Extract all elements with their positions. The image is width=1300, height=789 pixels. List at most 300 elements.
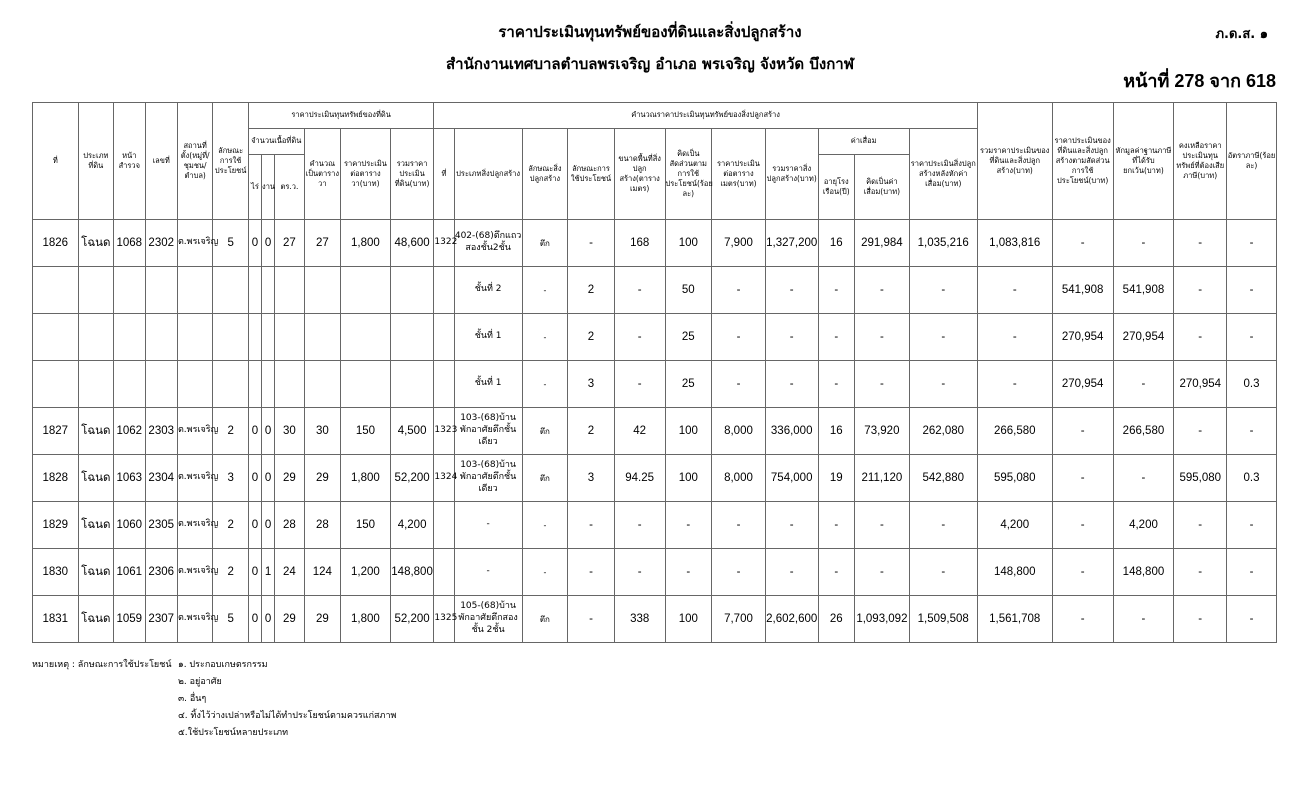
cell-no: 1830 [33,549,79,596]
cell-bldg-usage: - [568,596,615,643]
cell-bldg-after-depr: - [909,502,977,549]
header-land-group: ราคาประเมินทุนทรัพย์ของที่ดิน [248,103,434,129]
cell-bldg-no: 1323 [434,408,454,455]
cell-total-all: 1,083,816 [977,220,1052,267]
cell-total-all: 1,561,708 [977,596,1052,643]
cell-bldg-usage: - [568,549,615,596]
table-row [33,502,1277,549]
cell-deduction: - [1113,361,1174,408]
cell-no: 1826 [33,220,79,267]
cell-land-type: โฉนด [78,408,113,455]
cell-calc-sqwa: 29 [304,455,340,502]
cell-ngan: 0 [262,408,275,455]
cell-age: 19 [818,455,854,502]
cell-by-ratio: 541,908 [1052,267,1113,314]
cell-depr-amount: 1,093,092 [855,596,910,643]
cell-total-bldg: 2,602,600 [765,596,818,643]
cell-calc-sqwa [304,267,340,314]
cell-price-per-sqwa: 1,800 [341,596,391,643]
cell-bldg-usage: 2 [568,314,615,361]
cell-land-type [78,267,113,314]
cell-rai: 0 [248,455,261,502]
table-row [33,361,1277,408]
cell-rai: 0 [248,408,261,455]
cell-price-per-sqm: - [712,314,766,361]
cell-depr-amount: 211,120 [855,455,910,502]
cell-age: 26 [818,596,854,643]
cell-age: - [818,314,854,361]
cell-bldg-no [434,549,454,596]
cell-bldg-char: - [522,267,568,314]
cell-number [145,314,177,361]
cell-total-all: 595,080 [977,455,1052,502]
cell-by-ratio: - [1052,408,1113,455]
cell-bldg-type: 103-(68)บ้านพักอาศัยตึกชั้นเดียว [454,455,522,502]
table-row [33,267,1277,314]
cell-usage: 5 [213,220,248,267]
header-survey-page: หน้าสำรวจ [114,103,145,220]
cell-remaining: - [1174,549,1227,596]
cell-tax-rate: 0.3 [1227,455,1277,502]
cell-number: 2306 [145,549,177,596]
cell-no [33,267,79,314]
cell-bldg-no [434,502,454,549]
header-remaining: คงเหลือราคาประเมินทุนทรัพย์ที่ต้องเสียภาษี(บาท) [1174,103,1227,220]
table-row [33,408,1277,455]
cell-bldg-usage: 2 [568,267,615,314]
cell-sqwa: 29 [275,596,304,643]
cell-location: ต.พรเจริญ [177,455,212,502]
cell-deduction: - [1113,220,1174,267]
cell-location: ต.พรเจริญ [177,220,212,267]
cell-sqwa: 29 [275,455,304,502]
cell-bldg-no: 1322 [434,220,454,267]
cell-survey-page [114,314,145,361]
cell-price-per-sqwa: 1,200 [341,549,391,596]
cell-location: ต.พรเจริญ [177,596,212,643]
cell-total-all: 266,580 [977,408,1052,455]
cell-bldg-char: - [522,314,568,361]
cell-rai [248,361,261,408]
header-total-land: รวมราคาประเมินที่ดิน(บาท) [390,129,434,220]
cell-tax-rate: - [1227,267,1277,314]
cell-bldg-type: - [454,502,522,549]
cell-location [177,267,212,314]
cell-bldg-usage: 3 [568,455,615,502]
cell-tax-rate: - [1227,314,1277,361]
cell-no: 1831 [33,596,79,643]
report-title: ราคาประเมินทุนทรัพย์ของที่ดินและสิ่งปลูกสร้าง [498,23,802,41]
header-depreciation-amount: คิดเป็นค่าเสื่อม(บาท) [855,155,910,220]
cell-survey-page: 1059 [114,596,145,643]
cell-total-land [390,267,434,314]
cell-total-land [390,314,434,361]
cell-number: 2303 [145,408,177,455]
cell-tax-rate: - [1227,596,1277,643]
cell-location [177,314,212,361]
cell-survey-page: 1060 [114,502,145,549]
cell-depr-amount: 73,920 [855,408,910,455]
cell-ngan: 0 [262,596,275,643]
cell-calc-sqwa: 124 [304,549,340,596]
cell-price-per-sqm: - [712,549,766,596]
table-row [33,549,1277,596]
cell-ngan [262,314,275,361]
cell-sqwa [275,361,304,408]
cell-age: - [818,502,854,549]
cell-bldg-type: 103-(68)บ้านพักอาศัยตึกชั้นเดียว [454,408,522,455]
header-area-group: จำนวนเนื้อที่ดิน [248,129,304,155]
cell-number: 2302 [145,220,177,267]
cell-age: 16 [818,408,854,455]
header-building-after-depreciation: ราคาประเมินสิ่งปลูกสร้างหลังหักค่าเสื่อม(บาท) [909,129,977,220]
header-land-type: ประเภทที่ดิน [78,103,113,220]
cell-age: - [818,549,854,596]
cell-survey-page: 1063 [114,455,145,502]
header-price-per-sqwa: ราคาประเมินต่อตารางวา(บาท) [341,129,391,220]
cell-bldg-size: - [614,549,665,596]
cell-usage: 2 [213,502,248,549]
cell-by-ratio: - [1052,220,1113,267]
cell-ngan: 0 [262,455,275,502]
header-price-per-sqm: ราคาประเมินต่อตารางเมตร(บาท) [712,129,766,220]
header-building-char: ลักษณะสิ่งปลูกสร้าง [522,129,568,220]
cell-total-bldg: - [765,549,818,596]
cell-bldg-char: - [522,549,568,596]
cell-land-type: โฉนด [78,220,113,267]
cell-price-per-sqwa [341,267,391,314]
cell-remaining: - [1174,502,1227,549]
cell-deduction: - [1113,596,1174,643]
cell-total-bldg: - [765,314,818,361]
cell-total-land [390,361,434,408]
table-row [33,220,1277,267]
header-building-usage: ลักษณะการใช้ประโยชน์ [568,129,615,220]
page-info: หน้าที่ 278 จาก 618 [1123,71,1276,91]
header-age: อายุโรงเรือน(ปี) [818,155,854,220]
header-location: สถานที่ตั้ง(หมู่ที่/ชุมชน/ตำบล) [177,103,212,220]
cell-bldg-size: 338 [614,596,665,643]
cell-remaining: - [1174,596,1227,643]
cell-bldg-size: 42 [614,408,665,455]
cell-calc-sqwa: 30 [304,408,340,455]
cell-price-per-sqm: 7,900 [712,220,766,267]
cell-number: 2304 [145,455,177,502]
cell-sqwa [275,267,304,314]
cell-by-ratio: - [1052,596,1113,643]
cell-bldg-char: ตึก [522,220,568,267]
cell-bldg-type: 402-(68)ตึกแถวสองชั้น2ชั้น [454,220,522,267]
cell-bldg-no: 1325 [434,596,454,643]
cell-tax-rate: - [1227,549,1277,596]
cell-bldg-type: - [454,549,522,596]
cell-price-per-sqwa [341,314,391,361]
cell-no [33,361,79,408]
cell-survey-page [114,361,145,408]
cell-location: ต.พรเจริญ [177,502,212,549]
cell-remaining: - [1174,220,1227,267]
cell-calc-sqwa: 29 [304,596,340,643]
cell-bldg-no [434,267,454,314]
cell-bldg-no [434,361,454,408]
assessment-table [32,102,1277,643]
cell-usage-ratio: 25 [665,314,712,361]
header-sqwa: ตร.ว. [275,155,304,220]
cell-ngan [262,361,275,408]
header-tax-rate: อัตราภาษี(ร้อยละ) [1227,103,1277,220]
cell-price-per-sqm: - [712,502,766,549]
cell-usage-ratio: 25 [665,361,712,408]
cell-usage: 2 [213,408,248,455]
cell-usage [213,314,248,361]
cell-bldg-usage: 2 [568,408,615,455]
cell-age: - [818,267,854,314]
cell-survey-page: 1068 [114,220,145,267]
cell-number: 2305 [145,502,177,549]
cell-survey-page [114,267,145,314]
cell-bldg-no [434,314,454,361]
cell-bldg-after-depr: - [909,314,977,361]
notes-list [178,657,396,742]
cell-bldg-usage: - [568,502,615,549]
cell-calc-sqwa [304,361,340,408]
cell-sqwa: 24 [275,549,304,596]
cell-by-ratio: 270,954 [1052,314,1113,361]
cell-total-bldg: - [765,502,818,549]
cell-ngan [262,267,275,314]
header-usage: ลักษณะการใช้ประโยชน์ [213,103,248,220]
cell-land-type: โฉนด [78,549,113,596]
cell-usage [213,361,248,408]
cell-usage-ratio: - [665,549,712,596]
header-building-no: ที่ [434,129,454,220]
cell-rai: 0 [248,220,261,267]
cell-tax-rate: - [1227,408,1277,455]
cell-rai [248,267,261,314]
cell-total-all: - [977,267,1052,314]
cell-survey-page: 1061 [114,549,145,596]
cell-price-per-sqwa: 150 [341,408,391,455]
cell-usage-ratio: - [665,502,712,549]
cell-total-bldg: 1,327,200 [765,220,818,267]
cell-number: 2307 [145,596,177,643]
cell-by-ratio: - [1052,455,1113,502]
cell-usage-ratio: 100 [665,596,712,643]
cell-no: 1828 [33,455,79,502]
cell-total-land: 4,200 [390,502,434,549]
cell-usage-ratio: 100 [665,408,712,455]
cell-land-type: โฉนด [78,596,113,643]
cell-location [177,361,212,408]
cell-total-bldg: - [765,361,818,408]
office-subtitle: สำนักงานเทศบาลตำบลพรเจริญ อำเภอ พรเจริญ จังหวัด บึงกาฬ [446,55,854,73]
cell-no: 1829 [33,502,79,549]
cell-sqwa: 30 [275,408,304,455]
table-header [33,103,1277,220]
form-code: ภ.ด.ส. ๑ [1215,27,1268,42]
cell-total-bldg: 754,000 [765,455,818,502]
cell-usage: 3 [213,455,248,502]
cell-ngan: 1 [262,549,275,596]
cell-price-per-sqm: - [712,267,766,314]
header-deduction: หักมูลค่าฐานภาษีที่ได้รับยกเว้น(บาท) [1113,103,1174,220]
cell-bldg-after-depr: - [909,267,977,314]
cell-bldg-after-depr: 1,035,216 [909,220,977,267]
header-calc-sqwa: คำนวณเป็นตารางวา [304,129,340,220]
cell-number [145,267,177,314]
cell-rai: 0 [248,596,261,643]
cell-bldg-size: 168 [614,220,665,267]
cell-remaining: 595,080 [1174,455,1227,502]
note-item: ๑. ประกอบเกษตรกรรม [178,660,268,670]
cell-deduction: 4,200 [1113,502,1174,549]
cell-bldg-size: - [614,314,665,361]
cell-land-type [78,361,113,408]
cell-total-all: - [977,314,1052,361]
cell-bldg-after-depr: 542,880 [909,455,977,502]
header-by-ratio: ราคาประเมินของที่ดินและสิ่งปลูกสร้างตามสัดส่วนการใช้ประโยชน์(บาท) [1052,103,1113,220]
header-building-type: ประเภทสิ่งปลูกสร้าง [454,129,522,220]
cell-calc-sqwa: 28 [304,502,340,549]
cell-total-land: 148,800 [390,549,434,596]
cell-bldg-size: - [614,502,665,549]
table-body [33,220,1277,643]
cell-bldg-after-depr: - [909,361,977,408]
cell-bldg-type: ชั้นที่ 1 [454,314,522,361]
header-rai: ไร่ [248,155,261,220]
cell-sqwa: 27 [275,220,304,267]
cell-sqwa: 28 [275,502,304,549]
cell-bldg-type: ชั้นที่ 2 [454,267,522,314]
cell-age: 16 [818,220,854,267]
cell-price-per-sqm: 8,000 [712,408,766,455]
cell-depr-amount: - [855,549,910,596]
cell-total-land: 52,200 [390,455,434,502]
cell-rai: 0 [248,549,261,596]
cell-usage: 2 [213,549,248,596]
cell-bldg-after-depr: 1,509,508 [909,596,977,643]
cell-deduction: - [1113,455,1174,502]
cell-sqwa [275,314,304,361]
cell-bldg-char: - [522,361,568,408]
table-row [33,596,1277,643]
cell-tax-rate: - [1227,502,1277,549]
cell-usage [213,267,248,314]
cell-bldg-size: 94.25 [614,455,665,502]
cell-land-type [78,314,113,361]
cell-usage-ratio: 50 [665,267,712,314]
cell-number [145,361,177,408]
note-item: ๓. อื่นๆ [178,694,207,704]
cell-bldg-char: - [522,502,568,549]
cell-age: - [818,361,854,408]
cell-rai: 0 [248,502,261,549]
header-total-all: รวมราคาประเมินของที่ดินและสิ่งปลูกสร้าง(บาท) [977,103,1052,220]
cell-bldg-usage: 3 [568,361,615,408]
cell-price-per-sqwa: 1,800 [341,455,391,502]
cell-calc-sqwa: 27 [304,220,340,267]
table-row [33,455,1277,502]
cell-total-land: 48,600 [390,220,434,267]
header-number: เลขที่ [145,103,177,220]
header-depreciation-group: ค่าเสื่อม [818,129,909,155]
table-row [33,314,1277,361]
cell-tax-rate: - [1227,220,1277,267]
cell-price-per-sqm: - [712,361,766,408]
header-building-size: ขนาดพื้นที่สิ่งปลูกสร้าง(ตารางเมตร) [614,129,665,220]
header-no: ที่ [33,103,79,220]
cell-depr-amount: - [855,267,910,314]
cell-price-per-sqm: 8,000 [712,455,766,502]
cell-price-per-sqwa: 150 [341,502,391,549]
cell-usage: 5 [213,596,248,643]
cell-by-ratio: - [1052,549,1113,596]
cell-usage-ratio: 100 [665,455,712,502]
cell-total-land: 4,500 [390,408,434,455]
cell-depr-amount: - [855,361,910,408]
cell-no [33,314,79,361]
cell-rai [248,314,261,361]
cell-land-type: โฉนด [78,502,113,549]
note-item: ๔. ทิ้งไว้ว่างเปล่าหรือไม่ได้ทำประโยชน์ตามควรแก่สภาพ [178,711,397,721]
cell-bldg-char: ตึก [522,596,568,643]
cell-bldg-type: 105-(68)บ้านพักอาศัยตึกสองชั้น 2ชั้น [454,596,522,643]
cell-depr-amount: 291,984 [855,220,910,267]
cell-remaining: - [1174,267,1227,314]
cell-ngan: 0 [262,502,275,549]
cell-price-per-sqm: 7,700 [712,596,766,643]
cell-depr-amount: - [855,502,910,549]
cell-land-type: โฉนด [78,455,113,502]
cell-total-all: - [977,361,1052,408]
cell-deduction: 148,800 [1113,549,1174,596]
cell-bldg-after-depr: 262,080 [909,408,977,455]
cell-tax-rate: 0.3 [1227,361,1277,408]
cell-location: ต.พรเจริญ [177,549,212,596]
cell-bldg-type: ชั้นที่ 1 [454,361,522,408]
cell-depr-amount: - [855,314,910,361]
cell-by-ratio: - [1052,502,1113,549]
cell-total-all: 4,200 [977,502,1052,549]
cell-remaining: - [1174,408,1227,455]
cell-bldg-usage: - [568,220,615,267]
cell-deduction: 270,954 [1113,314,1174,361]
cell-total-land: 52,200 [390,596,434,643]
cell-ngan: 0 [262,220,275,267]
cell-by-ratio: 270,954 [1052,361,1113,408]
cell-bldg-size: - [614,267,665,314]
cell-bldg-after-depr: - [909,549,977,596]
cell-total-bldg: 336,000 [765,408,818,455]
cell-price-per-sqwa [341,361,391,408]
cell-bldg-char: ตึก [522,455,568,502]
header-total-building: รวมราคาสิ่งปลูกสร้าง(บาท) [765,129,818,220]
cell-deduction: 541,908 [1113,267,1174,314]
note-item: ๒. อยู่อาศัย [178,677,222,687]
cell-survey-page: 1062 [114,408,145,455]
header-building-group: คำนวณราคาประเมินทุนทรัพย์ของสิ่งปลูกสร้าง [434,103,977,129]
cell-bldg-no: 1324 [434,455,454,502]
cell-no: 1827 [33,408,79,455]
cell-calc-sqwa [304,314,340,361]
notes-label: หมายเหตุ : ลักษณะการใช้ประโยชน์ [32,660,172,670]
cell-price-per-sqwa: 1,800 [341,220,391,267]
cell-location: ต.พรเจริญ [177,408,212,455]
header-ngan: งาน [262,155,275,220]
cell-remaining: - [1174,314,1227,361]
cell-usage-ratio: 100 [665,220,712,267]
cell-deduction: 266,580 [1113,408,1174,455]
